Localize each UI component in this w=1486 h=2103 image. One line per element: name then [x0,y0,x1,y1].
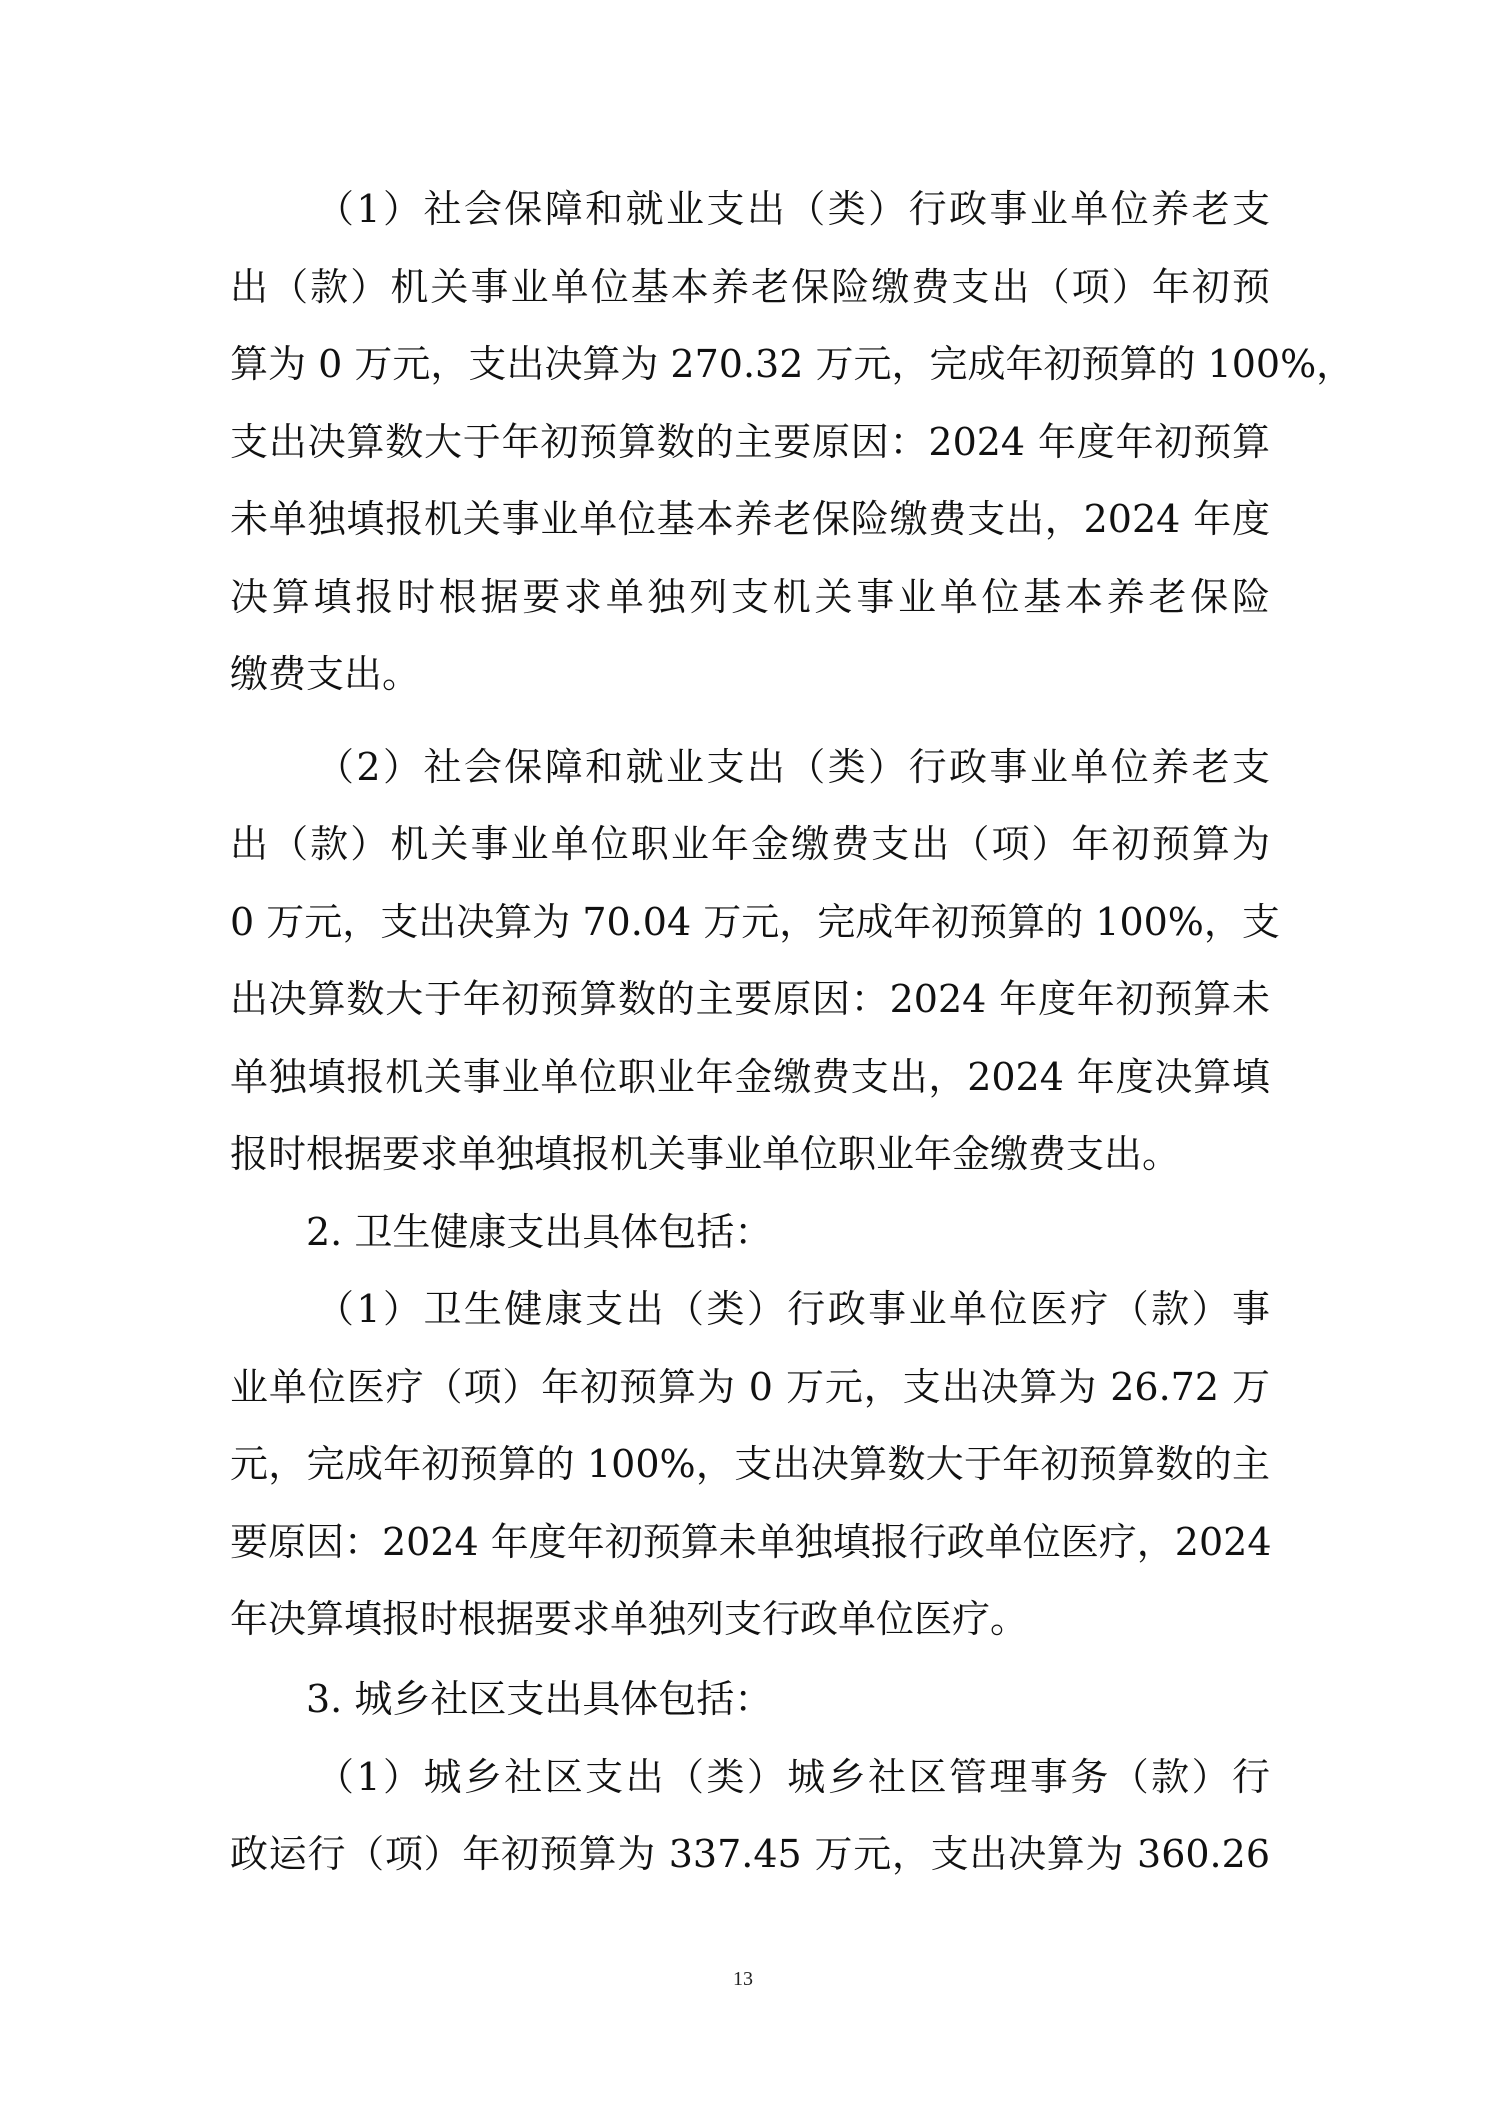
text-line: 单独填报机关事业单位职业年金缴费支出，2024 年度决算填 [230,1055,1270,1099]
text-line: 业单位医疗（项）年初预算为 0 万元，支出决算为 26.72 万 [230,1365,1270,1409]
text-line: 决算填报时根据要求单独列支机关事业单位基本养老保险 [230,575,1270,619]
section-heading: 2. 卫生健康支出具体包括： [306,1210,773,1254]
text-line: 年决算填报时根据要求单独列支行政单位医疗。 [230,1597,1029,1641]
text-line: 要原因：2024 年度年初预算未单独填报行政单位医疗，2024 [230,1520,1272,1564]
text-line: 出（款）机关事业单位基本养老保险缴费支出（项）年初预 [230,265,1270,309]
text-line: 0 万元，支出决算为 70.04 万元，完成年初预算的 100%，支 [230,900,1280,944]
text-line: 算为 0 万元，支出决算为 270.32 万元，完成年初预算的 100%， [230,342,1355,386]
text-line: （1）城乡社区支出（类）城乡社区管理事务（款）行 [316,1755,1270,1799]
text-line: （1）卫生健康支出（类）行政事业单位医疗（款）事 [316,1287,1270,1331]
text-line: 缴费支出。 [230,652,421,696]
text-line: 政运行（项）年初预算为 337.45 万元，支出决算为 360.26 [230,1832,1270,1876]
page-number: 13 [733,1968,753,1990]
text-line: 未单独填报机关事业单位基本养老保险缴费支出，2024 年度 [230,497,1270,541]
text-line: 出（款）机关事业单位职业年金缴费支出（项）年初预算为 [230,822,1270,866]
text-line: （2）社会保障和就业支出（类）行政事业单位养老支 [316,745,1270,789]
text-line: 支出决算数大于年初预算数的主要原因：2024 年度年初预算 [230,420,1270,464]
text-line: 报时根据要求单独填报机关事业单位职业年金缴费支出。 [230,1132,1181,1176]
section-heading: 3. 城乡社区支出具体包括： [306,1677,773,1721]
text-line: （1）社会保障和就业支出（类）行政事业单位养老支 [316,187,1270,231]
text-line: 元，完成年初预算的 100%，支出决算数大于年初预算数的主 [230,1442,1270,1486]
text-line: 出决算数大于年初预算数的主要原因：2024 年度年初预算未 [230,977,1270,1021]
